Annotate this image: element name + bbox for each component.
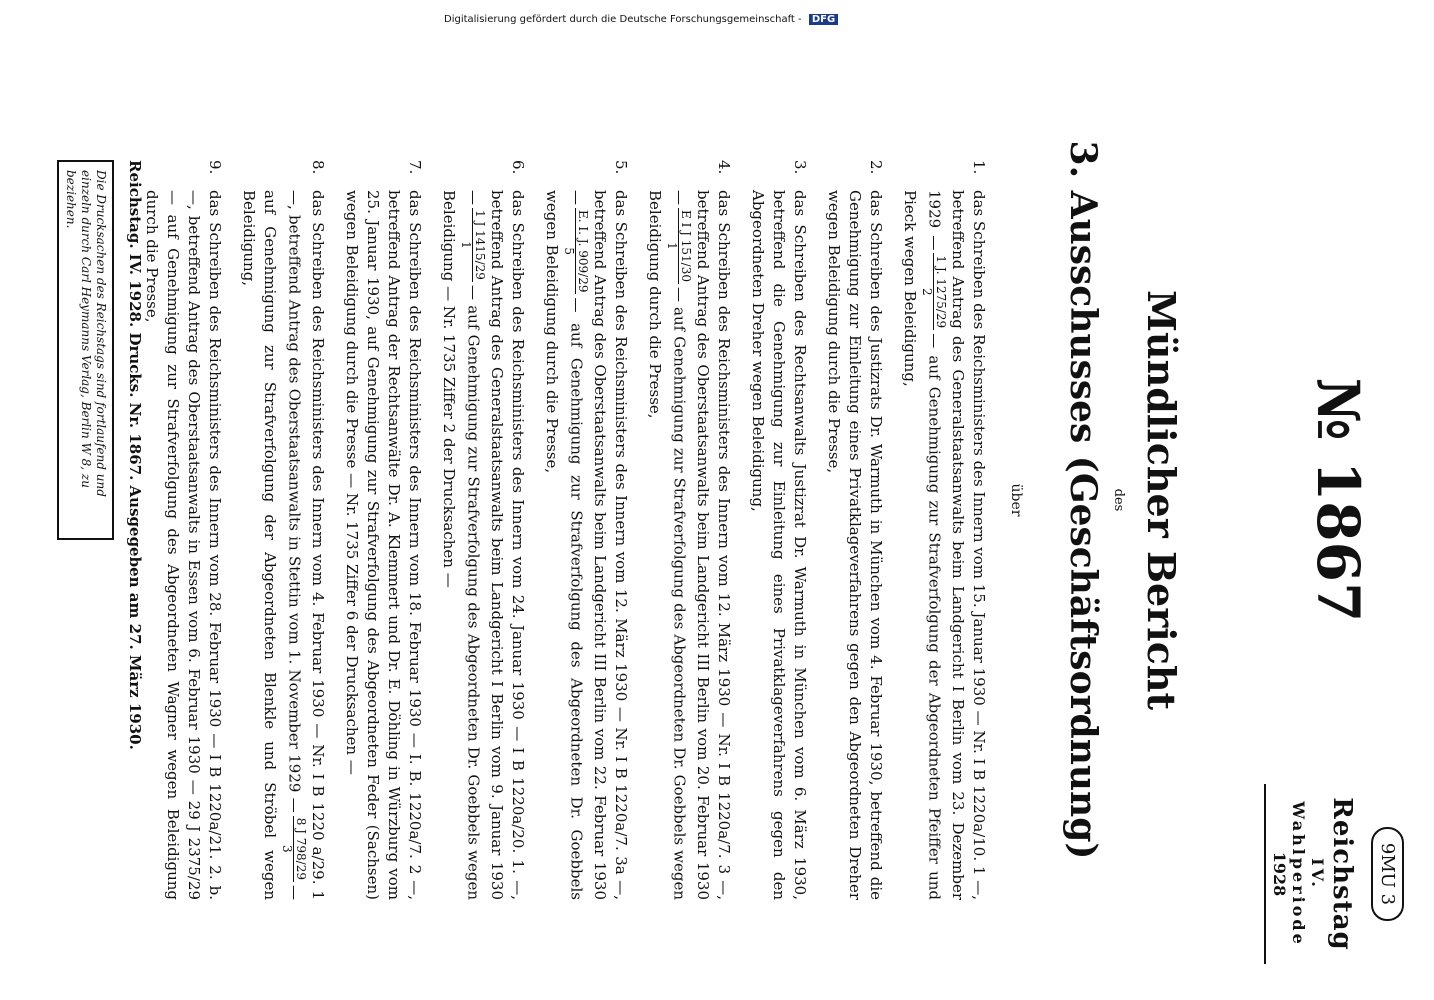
item-text-continued: — auf Genehmigung zur Strafverfolgung der Abgeordneten Blenkle und Ströbel wegen Beleidigung, bbox=[240, 190, 304, 900]
file-reference-sub: 5 bbox=[562, 247, 576, 256]
item-number: 2. bbox=[867, 160, 885, 175]
list-item bbox=[541, 160, 631, 900]
item-number: 3. bbox=[791, 160, 809, 175]
item-number: 7. bbox=[406, 160, 424, 175]
file-reference: E I J 151/30 bbox=[679, 210, 693, 282]
committee-name: 3. Ausschusses (Geschäftsordnung) bbox=[1062, 140, 1104, 860]
list-item bbox=[341, 160, 425, 900]
item-text-main: das Schreiben des Reichsministers des Innern vom 12. März 1930 — Nr. I B 1220a/7. 3 —, betreffend Antrag des Oberstaatsanwalts beim Landgericht III Berlin vom 20. Februar 1930 — bbox=[670, 190, 733, 900]
archive-stamp: 9MU 3 bbox=[1371, 827, 1404, 921]
parliament-name: Reichstag bbox=[1327, 797, 1357, 951]
scanned-page bbox=[44, 0, 1434, 1000]
item-text bbox=[823, 190, 886, 900]
file-reference-fraction bbox=[920, 253, 947, 330]
ueber-label: über bbox=[1008, 483, 1024, 517]
item-number: 8. bbox=[309, 160, 327, 175]
list-item bbox=[438, 160, 528, 900]
file-reference-sub: 3 bbox=[280, 845, 294, 853]
item-text bbox=[341, 190, 425, 900]
item-number: 4. bbox=[715, 160, 733, 175]
file-reference: 1 J. 1275/29 bbox=[934, 255, 948, 329]
publisher-notice: Die Drucksachen des Reichstags sind fortlaufend und einzeln durch Carl Heymanns Verlag, Berlin W 8, zu beziehen. bbox=[57, 160, 114, 540]
item-number: 5. bbox=[612, 160, 630, 175]
item-text-main: das Schreiben des Reichsministers des Innern vom 28. Februar 1930 — I B 1220a/21. 2. b. —, betreffend Antrag des Oberstaatsanwalts in Essen vom 6. Februar 1930 — 29 J 2375/29 — auf Genehmigung zur Strafverfolgung des Abgeordneten Wagner wegen Beleidigung durch die Presse, bbox=[143, 190, 224, 900]
digitization-note bbox=[444, 14, 836, 28]
file-reference-fraction bbox=[459, 208, 486, 282]
list-item bbox=[823, 160, 886, 900]
item-text bbox=[141, 190, 225, 900]
item-text-main: das Schreiben des Reichsministers des Innern vom 12. März 1930 — Nr. I B 1220a/7. 3a —, betreffend Antrag des Oberstaatsanwalts beim Landgericht III Berlin vom 22. Februar 1930 — bbox=[567, 190, 630, 900]
item-text-continued: — auf Genehmigung zur Strafverfolgung des Abgeordneten Dr. Goebbels wegen Beleidigung — Nr. 1735 Ziffer 2 der Drucksachen — bbox=[440, 190, 483, 900]
item-text-main: das Schreiben des Reichsministers des Innern vom 24. Januar 1930 — I B 1220a/20. 1. —, betreffend Antrag des Generalstaatsanwalts beim Landgericht I Berlin vom 9. Januar 1930 — bbox=[464, 190, 527, 900]
item-text-continued: — auf Genehmigung zur Strafverfolgung des Abgeordneten Dr. Goebbels wegen Beleidigung durch die Presse, bbox=[543, 190, 586, 900]
item-number: 1. bbox=[970, 160, 988, 175]
file-reference-sub: 1 bbox=[665, 242, 679, 250]
dfg-logo: DFG bbox=[809, 14, 838, 25]
legislative-period: IV. Wahlperiode bbox=[1289, 801, 1327, 947]
digitization-text: Digitalisierung gefördert durch die Deutsche Forschungsgemeinschaft - bbox=[444, 14, 802, 25]
list-item bbox=[644, 160, 734, 900]
item-text bbox=[899, 190, 989, 900]
item-text-main: das Schreiben des Reichsministers des Innern vom 4. Februar 1930 — Nr. I B 1220 a/29. 1 —, betreffend Antrag des Oberstaatsanwalts in Stettin vom 1. November 1929 — bbox=[285, 190, 327, 900]
item-text-main: das Schreiben des Justizrats Dr. Warmuth in München vom 4. Februar 1930, betreffend die Genehmigung zur Einleitung eines Privatklageverfahrens gegen den Abgeordneten Dreher wegen Beleidigung durch die Presse, bbox=[825, 190, 885, 900]
list-item bbox=[747, 160, 810, 900]
item-list bbox=[128, 160, 989, 900]
document-title: Mündlicher Bericht bbox=[1139, 289, 1184, 711]
list-item bbox=[141, 160, 225, 900]
title-connector: des bbox=[1111, 488, 1126, 512]
item-text bbox=[238, 190, 328, 900]
list-item bbox=[238, 160, 328, 900]
item-number: 6. bbox=[509, 160, 527, 175]
file-reference-fraction bbox=[280, 816, 307, 882]
list-item bbox=[899, 160, 989, 900]
item-text bbox=[541, 190, 631, 900]
item-text-continued: — auf Genehmigung zur Strafverfolgung des Abgeordneten Dr. Goebbels wegen Beleidigung durch die Presse, bbox=[646, 190, 689, 900]
item-text bbox=[644, 190, 734, 900]
document-number: № 1867 bbox=[1304, 377, 1372, 623]
footer-line: Reichstag. IV. 1928. Drucks. Nr. 1867. Ausgegeben am 27. März 1930. bbox=[126, 160, 144, 750]
file-reference: 1 J 1415/29 bbox=[473, 210, 487, 280]
item-text-main: das Schreiben des Rechtsanwalts Justizrat Dr. Warmuth in München vom 6. März 1930, betreffend die Genehmigung zur Einleitung eines Privatklageverfahrens gegen den Abgeordneten Dreher wegen Beleidigung, bbox=[749, 190, 809, 900]
item-text-main: das Schreiben des Reichsministers des Innern vom 18. Februar 1930 — I. B. 1220a/7. 2 —, betreffend Antrag der Rechtsanwälte Dr. A. Klemmert und Dr. E. Döhling in Würzburg vom 25. Januar 1930, auf Genehmigung zur Strafverfolgung des Abgeordneten Feder (Sachsen) wegen Beleidigung durch die Presse — Nr. 1735 Ziffer 6 der Drucksachen — bbox=[343, 190, 424, 900]
item-number: 9. bbox=[206, 160, 224, 175]
year: 1928 bbox=[1264, 784, 1289, 964]
file-reference: 8 J 798/29 bbox=[294, 817, 308, 880]
item-text-continued: — auf Genehmigung zur Strafverfolgung der Abgeordneten Pfeiffer und Pieck wegen Beleidigung, bbox=[901, 190, 944, 900]
item-text bbox=[747, 190, 810, 900]
file-reference-sub: 2 bbox=[920, 287, 934, 296]
file-reference-sub: 1 bbox=[459, 241, 473, 249]
item-text bbox=[438, 190, 528, 900]
item-text-main: das Schreiben des Reichsministers des Innern vom 15. Januar 1930 — Nr. I B 1220a/10. 1 —, betreffend Antrag des Generalstaatsanwalts beim Landgericht I Berlin vom 23. Dezember 1929 — bbox=[925, 190, 988, 900]
file-reference: E. I. J. 909/29 bbox=[576, 210, 590, 293]
file-reference-fraction bbox=[665, 208, 692, 284]
file-reference-fraction bbox=[562, 208, 589, 294]
